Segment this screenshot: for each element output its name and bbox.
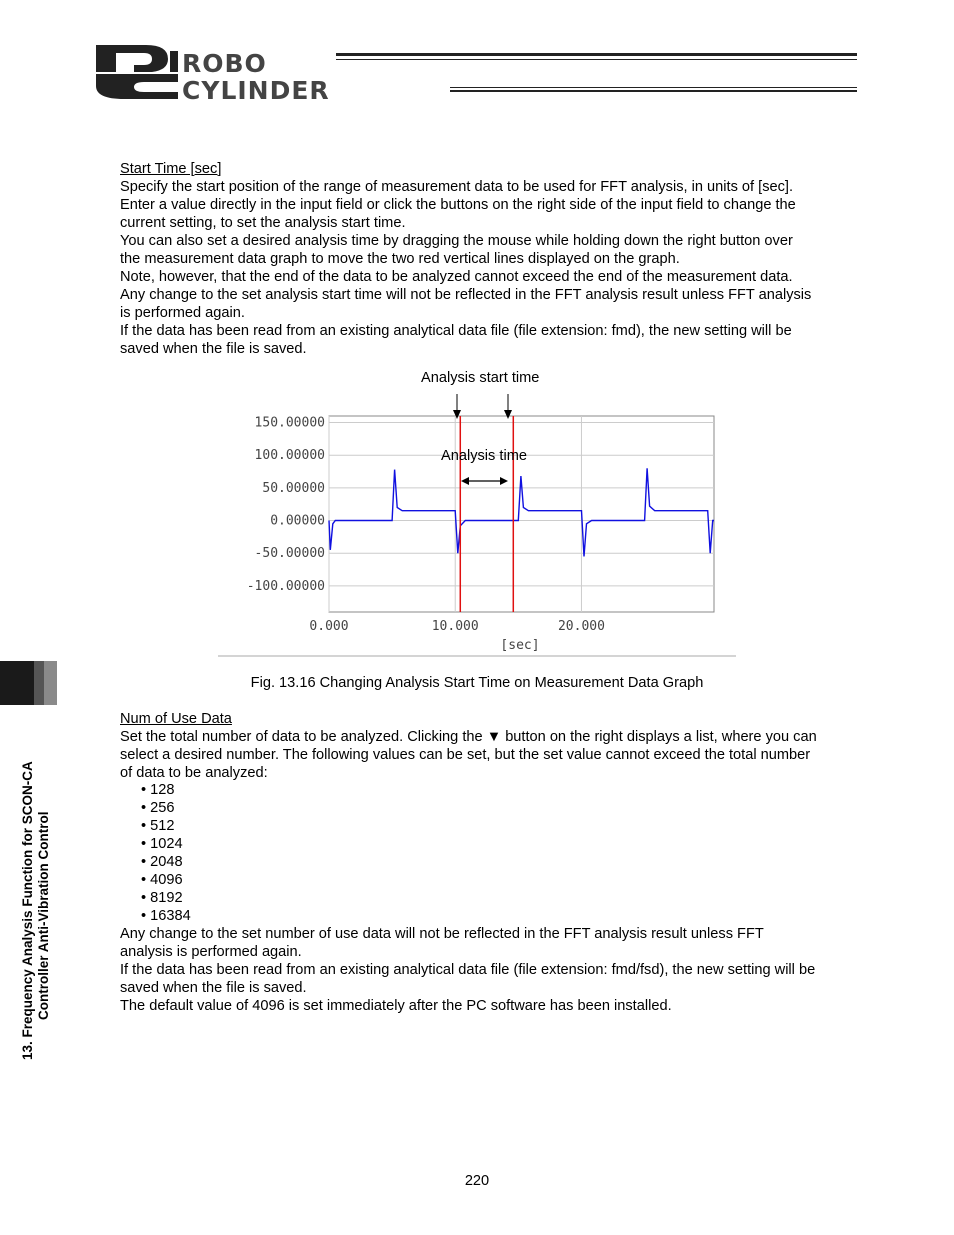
num-use-data-note: If the data has been read from an existing analytical data file (file extension: fmd/fsd), the new setting will be [120, 962, 816, 978]
rc-logo-mark [94, 43, 180, 101]
y-tick-label: 0.00000 [270, 513, 325, 529]
annotation-analysis-start-time: Analysis start time [421, 370, 540, 386]
num-use-data-note: analysis is performed again. [120, 944, 302, 960]
chapter-side-title-line1: 13. Frequency Analysis Function for SCON-CA [20, 761, 35, 1060]
start-time-line: If the data has been read from an existing analytical data file (file extension: fmd), the new setting will be [120, 323, 792, 339]
num-use-data-options [141, 781, 191, 925]
option-item: • 16384 [141, 908, 191, 924]
num-use-data-line: Set the total number of data to be analyzed. Clicking the ▼ button on the right displays a list, where you can [120, 729, 817, 745]
y-tick-label: -100.00000 [246, 578, 325, 594]
option-item: • 128 [141, 782, 175, 798]
y-tick-label: -50.00000 [254, 546, 325, 562]
num-use-data-note: The default value of 4096 is set immediately after the PC software has been installed. [120, 998, 672, 1014]
num-use-data-line: of data to be analyzed: [120, 765, 268, 781]
logo-word-robo: ROBO [182, 49, 267, 78]
x-tick-label: 10.000 [431, 619, 479, 634]
start-time-heading: Start Time [sec] [120, 161, 222, 177]
num-use-data-line: select a desired number. The following values can be set, but the set value cannot exceed the total number [120, 747, 811, 763]
header-rule-bottom-thick [450, 90, 857, 92]
option-item: • 2048 [141, 854, 183, 870]
start-time-line: Any change to the set analysis start time will not be reflected in the FFT analysis result unless FFT analysis [120, 287, 812, 303]
num-use-data-heading: Num of Use Data [120, 711, 232, 727]
num-use-data-note: Any change to the set number of use data will not be reflected in the FFT analysis result unless FFT [120, 926, 764, 942]
start-time-line: current setting, to set the analysis start time. [120, 215, 406, 231]
start-time-body [120, 178, 811, 358]
x-tick-label: 20.000 [557, 619, 605, 634]
num-use-data-intro [120, 728, 817, 782]
logo-wordmark [182, 50, 330, 104]
option-item: • 256 [141, 800, 175, 816]
num-use-data-notes [120, 925, 815, 1015]
y-tick-label: 50.00000 [262, 480, 325, 496]
header-rule-top-thin [336, 59, 857, 60]
x-tick-label: 0.000 [309, 619, 349, 634]
start-time-line: Note, however, that the end of the data to be analyzed cannot exceed the end of the measurement data. [120, 269, 793, 285]
start-time-line: the measurement data graph to move the two red vertical lines displayed on the graph. [120, 251, 680, 267]
start-time-line: Specify the start position of the range of measurement data to be used for FFT analysis, in units of [sec]. [120, 179, 794, 195]
start-time-line: You can also set a desired analysis time by dragging the mouse while holding down the right button over [120, 233, 793, 249]
chapter-side-title [20, 700, 52, 1060]
option-item: • 1024 [141, 836, 183, 852]
option-item: • 512 [141, 818, 175, 834]
chapter-side-title-line2: Controller Anti-Vibration Control [36, 811, 51, 1020]
header-rule-top [336, 53, 857, 56]
figure-caption: Fig. 13.16 Changing Analysis Start Time on Measurement Data Graph [250, 675, 704, 691]
start-time-line: saved when the file is saved. [120, 341, 307, 357]
plot-area [329, 416, 714, 612]
start-time-line: is performed again. [120, 305, 245, 321]
y-tick-label: 150.00000 [254, 415, 325, 431]
x-axis-label: [sec] [500, 638, 540, 653]
y-tick-label: 100.00000 [254, 448, 325, 464]
header-rule-bottom [450, 87, 857, 88]
annotation-analysis-time: Analysis time [441, 448, 527, 464]
start-time-line: Enter a value directly in the input field or click the buttons on the right side of the input field to change the [120, 197, 796, 213]
page-number: 220 [464, 1173, 490, 1189]
option-item: • 8192 [141, 890, 183, 906]
measurement-data-graph[interactable] [218, 386, 736, 658]
logo-word-cylinder: CYLINDER [182, 76, 330, 105]
num-use-data-note: saved when the file is saved. [120, 980, 307, 996]
option-item: • 4096 [141, 872, 183, 888]
